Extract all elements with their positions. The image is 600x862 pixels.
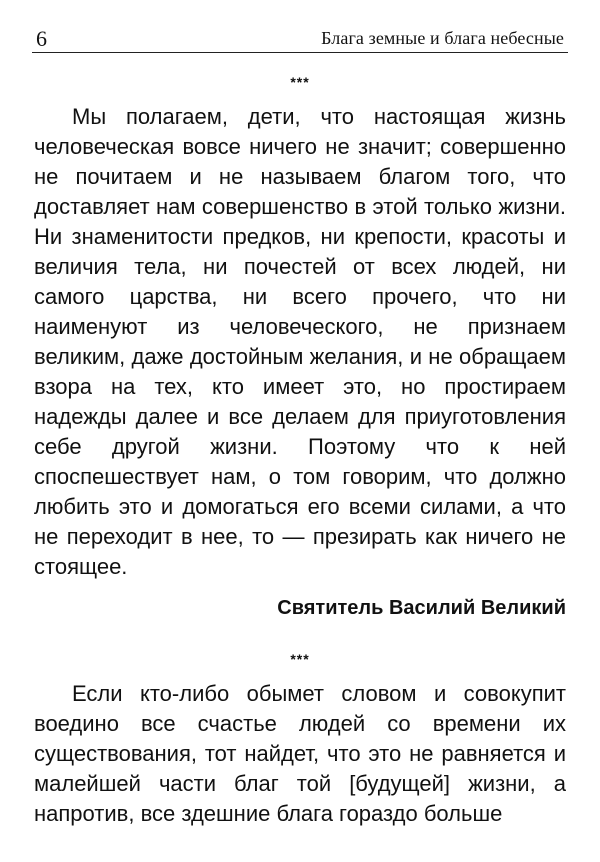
section-separator: *** <box>290 74 310 90</box>
quote-attribution: Святитель Василий Великий <box>277 597 566 619</box>
section-separator: *** <box>290 651 310 667</box>
page-header <box>32 22 568 53</box>
page-number: 6 <box>36 26 47 51</box>
quote-paragraph: Мы полагаем, дети, что настоящая жизнь человеческая вовсе ничего не значит; совершенно не почитаем и не называем благом того, что доставляет нам совершенство в этой только жизни. Ни знаменитости предков, ни крепости, красоты и величия тела, ни почестей от всех людей, ни самого царства, ни всего прочего, что ни наименуют из человеческого, не признаем великим, даже достойным желания, и не обращаем взора на тех, кто имеет это, но простираем надежды далее и все делаем для приуготовления себе другой жизни. Поэтому что к ней споспешествует нам, о том говорим, что должно любить это и домогаться его всеми силами, а что не переходит в нее, то — презирать как ничего не стоящее. <box>34 104 566 579</box>
quote-paragraph: Если кто-либо обымет словом и совокупит воедино все счастье людей со времени их существования, тот найдет, что это не равняется и малейшей части благ той [будущей] жизни, а напротив, все здешние блага гораздо больше <box>34 681 566 826</box>
running-title: Блага земные и блага небесные <box>321 28 564 48</box>
